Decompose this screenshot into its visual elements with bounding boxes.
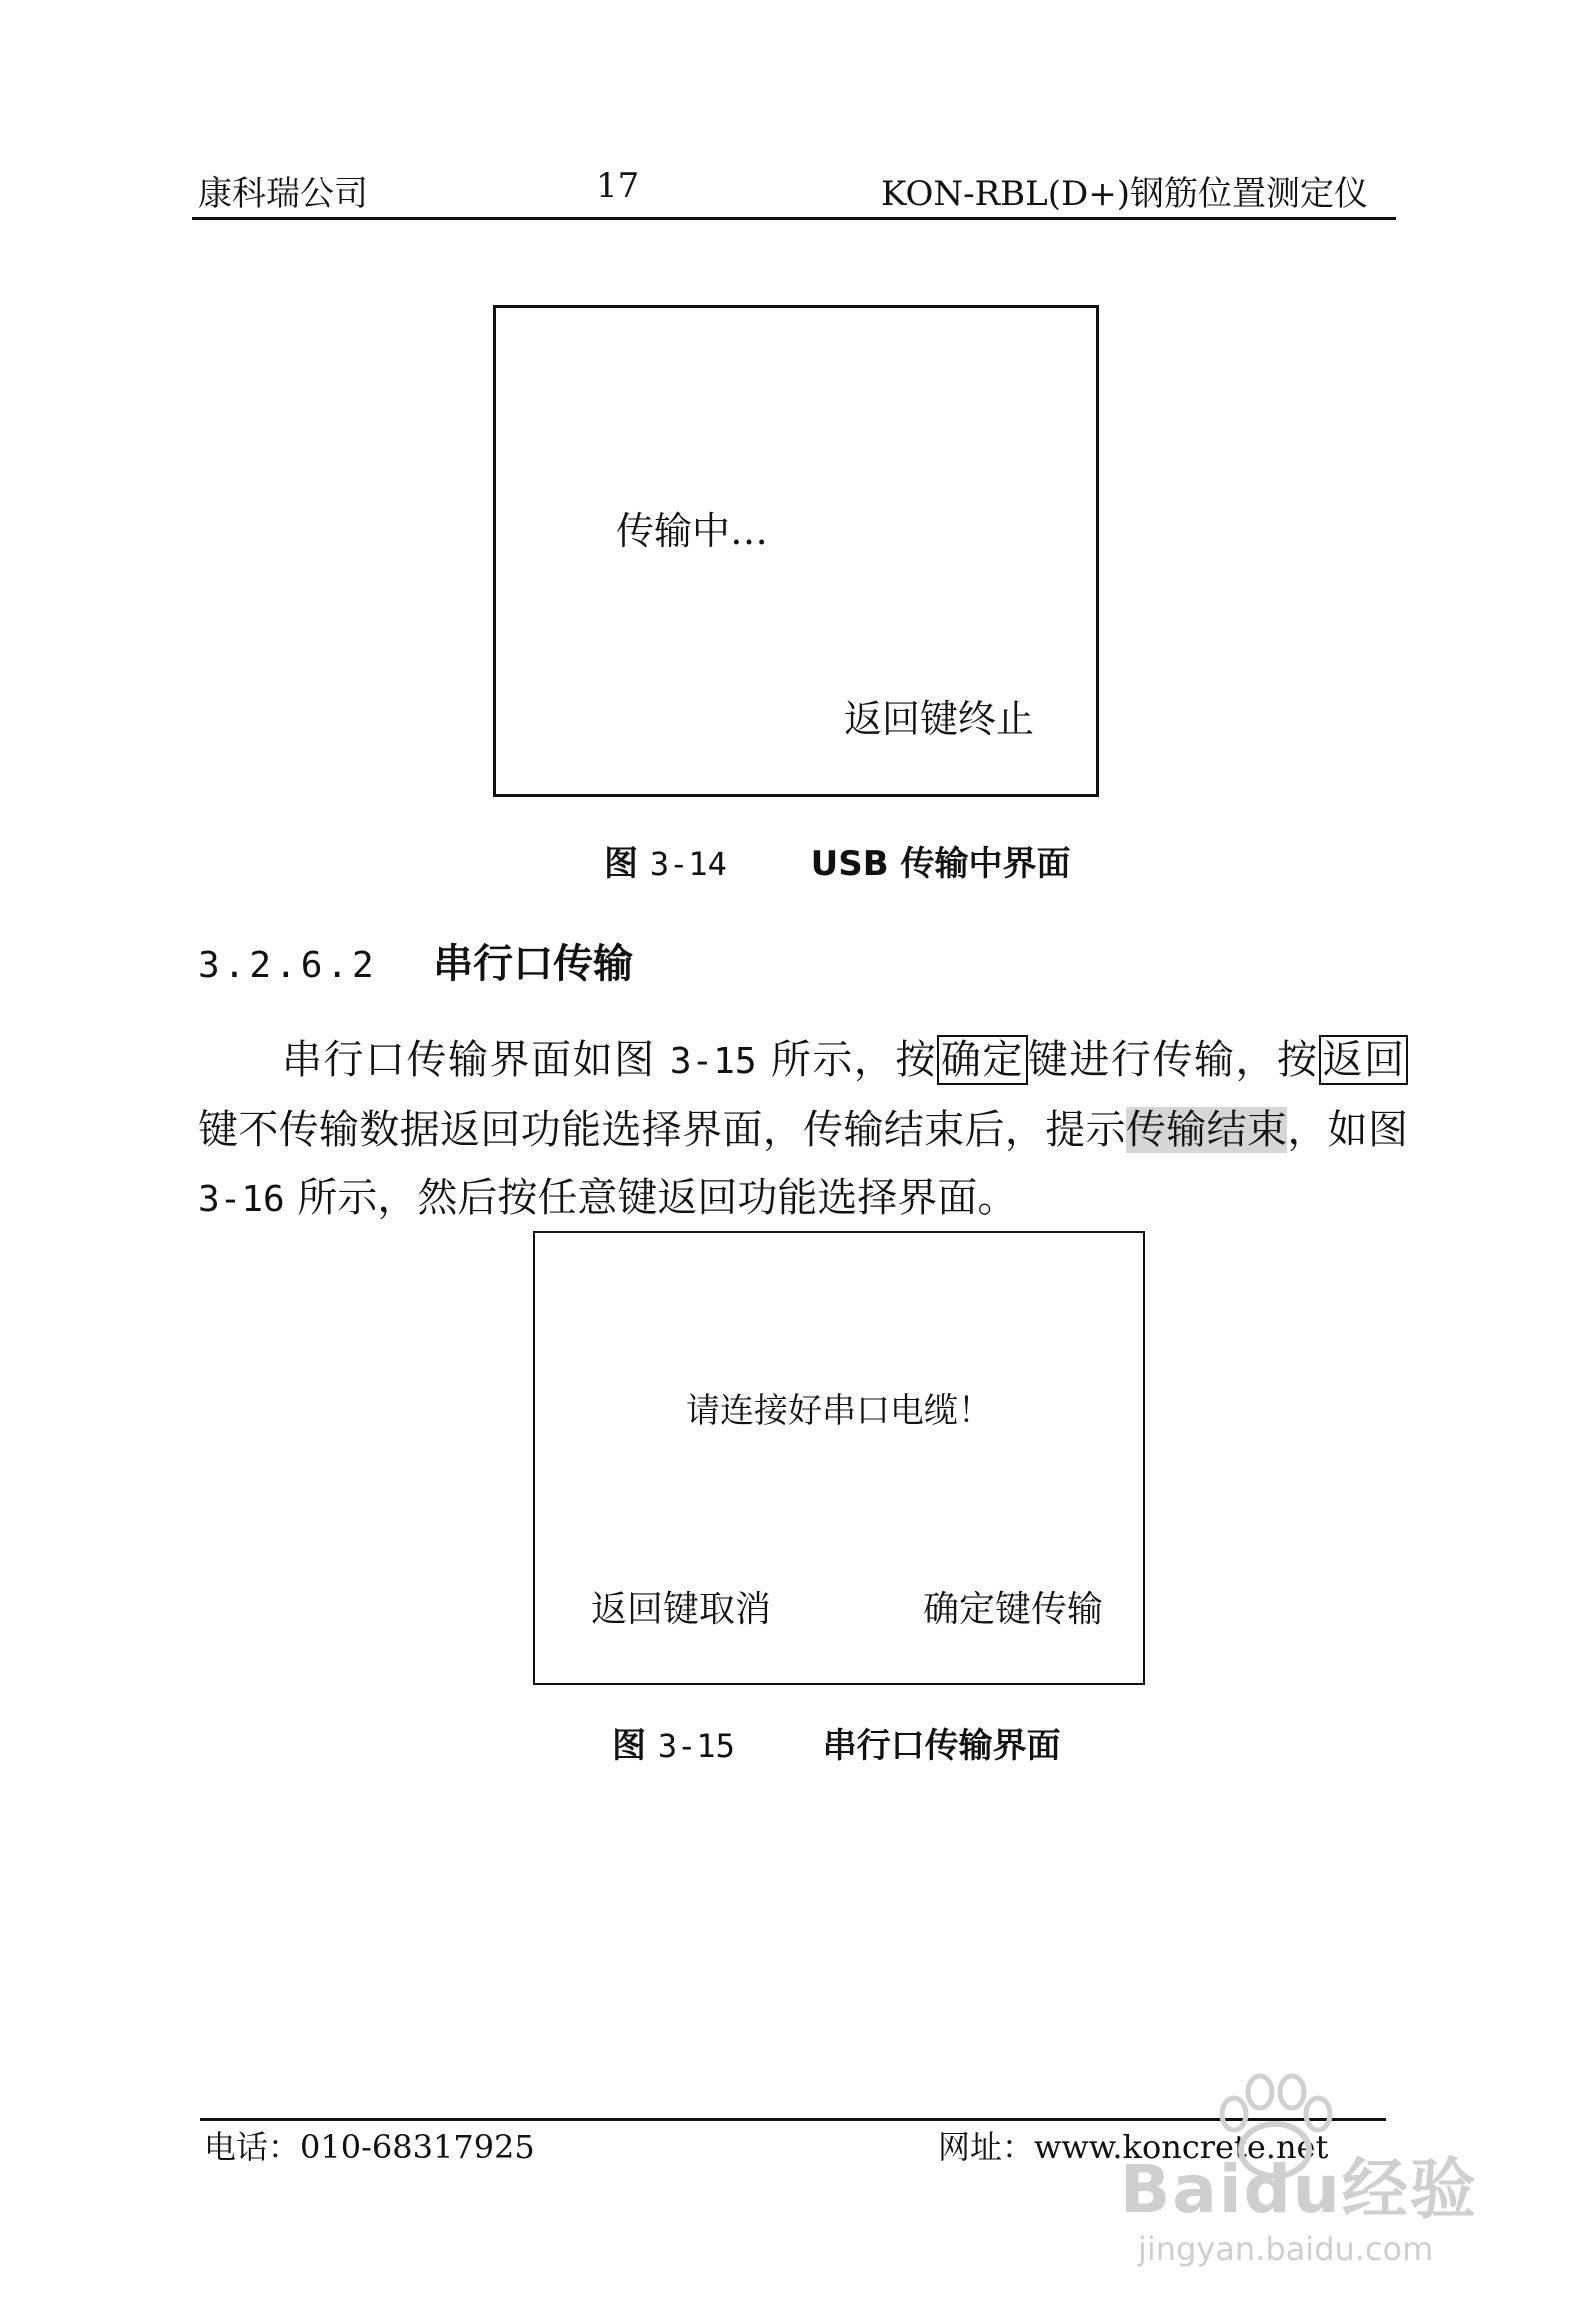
- return-key-label: 返回: [1319, 1035, 1409, 1085]
- section-title: 串行口传输: [433, 941, 634, 987]
- figure-3-14-screen: [493, 305, 1099, 797]
- paragraph-text: ，如图: [1287, 1107, 1409, 1153]
- figure-ref: 3-15: [669, 1041, 757, 1082]
- caption-number: 3-14: [649, 845, 727, 883]
- header-product: KON-RBL(D+)钢筋位置测定仪: [880, 174, 1368, 214]
- baidu-watermark: [1120, 2070, 1540, 2280]
- caption-label: 图: [604, 844, 638, 884]
- header-page-number: 17: [596, 166, 640, 206]
- section-number: 3.2.6.2: [198, 945, 378, 986]
- caption-title: 串行口传输界面: [822, 1726, 1061, 1766]
- connect-cable-message: 请连接好串口电缆！: [686, 1391, 992, 1431]
- header-company: 康科瑞公司: [198, 174, 368, 214]
- figure-3-15-caption: [612, 1718, 1061, 1767]
- caption-number: 3-15: [657, 1727, 735, 1765]
- section-heading: [198, 932, 633, 989]
- caption-title: USB 传输中界面: [810, 844, 1071, 884]
- transfer-status-message: 传输中…: [616, 509, 769, 553]
- cancel-hint: 返回键取消: [591, 1589, 772, 1630]
- watermark-url: jingyan.baidu.com: [1138, 2230, 1434, 2268]
- body-paragraph: [198, 1026, 1408, 1234]
- figure-ref: 3-16: [198, 1179, 285, 1220]
- watermark-brand: Baidu经验: [1120, 2151, 1478, 2228]
- highlight-transfer-complete: 传输结束: [1125, 1107, 1288, 1153]
- paragraph-text: 串行口传输界面如图: [282, 1037, 656, 1083]
- figure-3-15-screen: [533, 1231, 1145, 1685]
- footer-website: 网址：www.koncrete.net: [938, 2128, 1329, 2166]
- return-key-hint: 返回键终止: [844, 697, 1035, 741]
- paragraph-text: 所示，然后按任意键返回功能选择界面。: [297, 1175, 1018, 1221]
- transfer-hint: 确定键传输: [923, 1589, 1104, 1630]
- paragraph-text: 键进行传输，按: [1027, 1037, 1319, 1083]
- footer-phone: 电话：010-68317925: [204, 2128, 535, 2166]
- confirm-key-label: 确定: [937, 1035, 1028, 1085]
- figure-3-14-caption: [604, 836, 1070, 885]
- caption-label: 图: [612, 1726, 646, 1766]
- header-rule: [192, 217, 1396, 220]
- paragraph-text: 键不传输数据返回功能选择界面，传输结束后，提示: [198, 1107, 1126, 1153]
- paragraph-text: 所示，按: [770, 1037, 937, 1083]
